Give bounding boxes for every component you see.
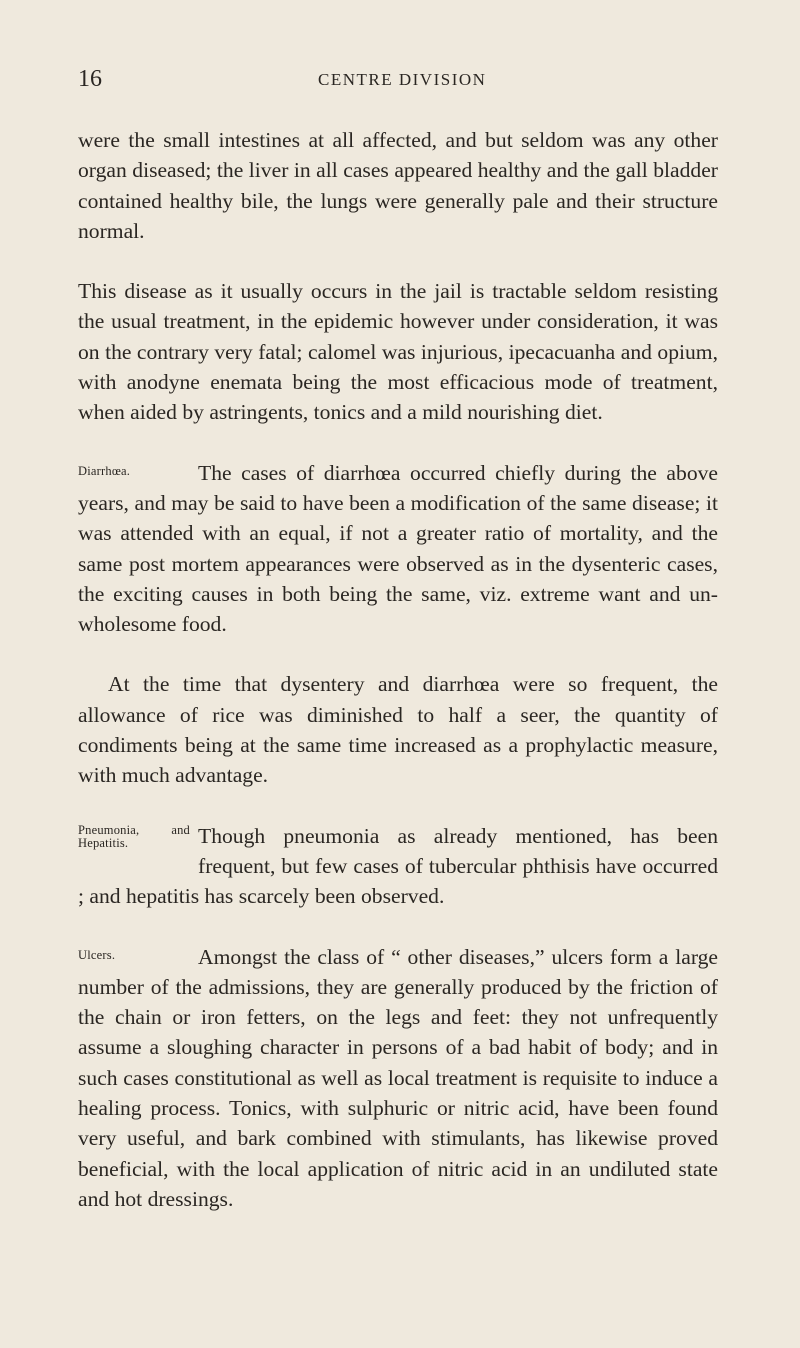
paragraph-diarrhoea-text: The cases of diarrhœa occurred chiefly during the above years, and may be said to have been a modification of the same disease; it was attended with an equal, if not a greater ratio of mortality, and the same post mortem appearances were observed as in the dysenteric cases, the exciting causes in both being the same, viz. extreme want and unwholesome food. <box>78 460 718 637</box>
paragraph-rice-allowance: At the time that dysentery and diarrhœa were so frequent, the allowance of rice was diminished to half a seer, the quantity of condiments being at the same time increased as a prophylactic measure, with much advantage. <box>78 672 718 788</box>
paragraph-ulcers <box>78 942 718 1215</box>
margin-note-ulcers: Ulcers. <box>78 947 116 962</box>
paragraph-diarrhoea <box>78 458 718 640</box>
margin-note-pneumonia-hepatitis: Pneumonia, and Hepatitis. <box>78 822 190 850</box>
paragraph-ulcers-text: Amongst the class of “ other diseases,” ulcers form a large number of the admissions, they are generally produced by the friction of the chain or iron fetters, on the legs and feet: they not unfrequently assume a sloughing character in persons of a bad habit of body; and in such cases constitutional as well as local treatment is requisite to induce a healing process. Tonics, with sulphuric or nitric acid, have been found very useful, and bark combined with stimulants, has likewise proved beneficial, with the local application of nitric acid in an undiluted state and hot dressings. <box>78 944 718 1211</box>
page-number: 16 <box>78 66 102 92</box>
margin-note-diarrhoea: Diarrhœa. <box>78 463 131 478</box>
body-text <box>78 125 718 1244</box>
page-header <box>78 66 718 96</box>
running-head: CENTRE DIVISION <box>318 70 487 89</box>
paragraph-pneumonia-text: Though pneumonia as already mentioned, has been frequent, but few cases of tubercular phthisis have occurred ; and hepatitis has scarcely been observed. <box>78 823 718 909</box>
paragraph-continuation: were the small intestines at all affected, and but seldom was any other organ diseased; the liver in all cases appeared healthy and the gall bladder contained healthy bile, the lungs were generally pale and their structure normal. <box>78 128 718 243</box>
paragraph-treatment: This disease as it usually occurs in the jail is tractable seldom resisting the usual treatment, in the epidemic however under consideration, it was on the contrary very fatal; calomel was injurious, ipecacuanha and opium, with anodyne enemata being the most efficacious mode of treatment, when aided by astringents, tonics and a mild nourishing diet. <box>78 279 718 425</box>
paragraph-pneumonia <box>78 821 718 912</box>
